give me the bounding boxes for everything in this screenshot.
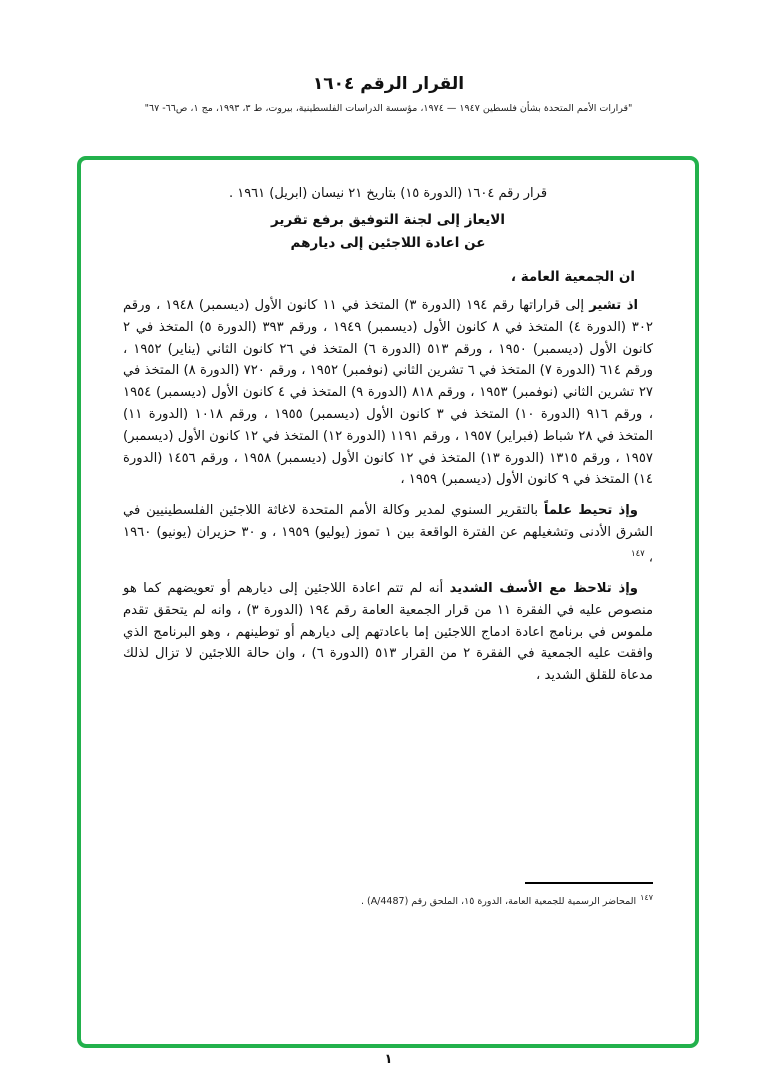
resolution-paragraph-noting-regret: [123, 578, 653, 687]
paragraph-text: أنه لم تتم اعادة اللاجئين إلى ديارهم أو تعويضهم كما هو منصوص عليه في الفقرة ١١ من قرار الجمعية العامة رقم ١٩٤ (الدورة ٣) ، وانه لم يتحقق تقدم ملموس في برنامج اعادة ادماج اللاجئين إما باعادتهم إلى ديارهم أو توطينهم ، وهو البرنامج الذي وافقت عليه الجمعية في الفقرة ٢ من القرار ٥١٣ (الدورة ٦) ، وان حالة اللاجئين لا تزال لذلك مدعاة للقلق الشديد ،: [123, 580, 654, 684]
footnote-marker: ١٤٧: [640, 893, 653, 902]
resolution-subject-line-2: عن اعادة اللاجئين إلى ديارهم: [290, 235, 486, 251]
paragraph-lead: وإذ تلاحظ مع الأسف الشديد: [449, 580, 638, 596]
page-number: ١: [384, 1052, 393, 1067]
footnote-area: [123, 882, 653, 907]
page-title: القرار الرقم ١٦٠٤: [312, 74, 465, 94]
resolution-paragraph-noting-report: [123, 500, 653, 569]
paragraph-text: إلى قراراتها رقم ١٩٤ (الدورة ٣) المتخذ في ١١ كانون الأول (ديسمبر) ١٩٤٨ ، ورقم ٣٠٢ (الدورة ٤) المتخذ في ٨ كانون الأول (ديسمبر) ١٩٤٩ ، ورقم ٣٩٣ (الدورة ٥) المتخذ في ٢ كانون الأول (ديسمبر) ١٩٥٠ ، ورقم ٥١٣ (الدورة ٦) المتخذ في ٢٦ كانون الثاني (يناير) ١٩٥٢ ، ورقم ٦١٤ (الدورة ٧) المتخذ في ٦ تشرين الثاني (نوفمبر) ١٩٥٢ ، ورقم ٧٢٠ (الدورة ٨) المتخذ في ٢٧ تشرين الثاني (نوفمبر) ١٩٥٣ ، ورقم ٨١٨ (الدورة ٩) المتخذ في ٤ كانون الأول (ديسمبر) ١٩٥٤ ، ورقم ٩١٦ (الدورة ١٠) المتخذ في ٣ كانون الأول (ديسمبر) ١٩٥٥ ، ورقم ١٠١٨ (الدورة ١١) المتخذ في ٢٨ شباط (فبراير) ١٩٥٧ ، ورقم ١١٩١ (الدورة ١٢) المتخذ في ١٢ كانون الأول (ديسمبر) ١٩٥٧ ، ورقم ١٣١٥ (الدورة ١٣) المتخذ في ١٢ كانون الأول (ديسمبر) ١٩٥٨ ، ورقم ١٤٥٦ (الدورة ١٤) المتخذ في ٩ كانون الأول (ديسمبر) ١٩٥٩ ،: [123, 298, 654, 488]
resolution-body: [81, 160, 695, 687]
footnote-text: المحاضر الرسمية للجمعية العامة، الدورة ١٥، الملحق رقم (A/4487) .: [360, 896, 637, 908]
resolution-subject-line-1: الايعاز إلى لجنة التوفيق برفع تقرير: [271, 212, 505, 228]
paragraph-lead: وإذ تحيط علماً: [543, 503, 638, 519]
footnote-reference: ١٤٧: [631, 548, 645, 559]
paragraph-lead: اذ تشير: [589, 298, 639, 313]
footnote: [123, 893, 653, 907]
paragraph-text: بالتقرير السنوي لمدير وكالة الأمم المتحدة لاغاثة اللاجئين الفلسطينيين في الشرق الأدنى وتشغيلهم عن الفترة الواقعة بين ١ تموز (يوليو) ١٩٥٩ ، و ٣٠ حزيران (يونيو) ١٩٦٠ ،: [123, 503, 653, 566]
document-frame: [77, 156, 699, 1048]
resolution-paragraph-recalling: [123, 295, 653, 491]
page-header: [0, 74, 777, 114]
footnote-separator: [525, 882, 653, 884]
resolution-opening: ان الجمعية العامة ،: [510, 269, 635, 285]
citation-line: "قرارات الأمم المتحدة بشأن فلسطين ١٩٤٧ — ١٩٧٤، مؤسسة الدراسات الفلسطينية، بيروت، ط ٣، ١٩٩٣، مج ١، ص٦٦- ٦٧": [144, 103, 633, 114]
resolution-number-line: قرار رقم ١٦٠٤ (الدورة ١٥) بتاريخ ٢١ نيسان (ابريل) ١٩٦١ .: [228, 186, 548, 201]
